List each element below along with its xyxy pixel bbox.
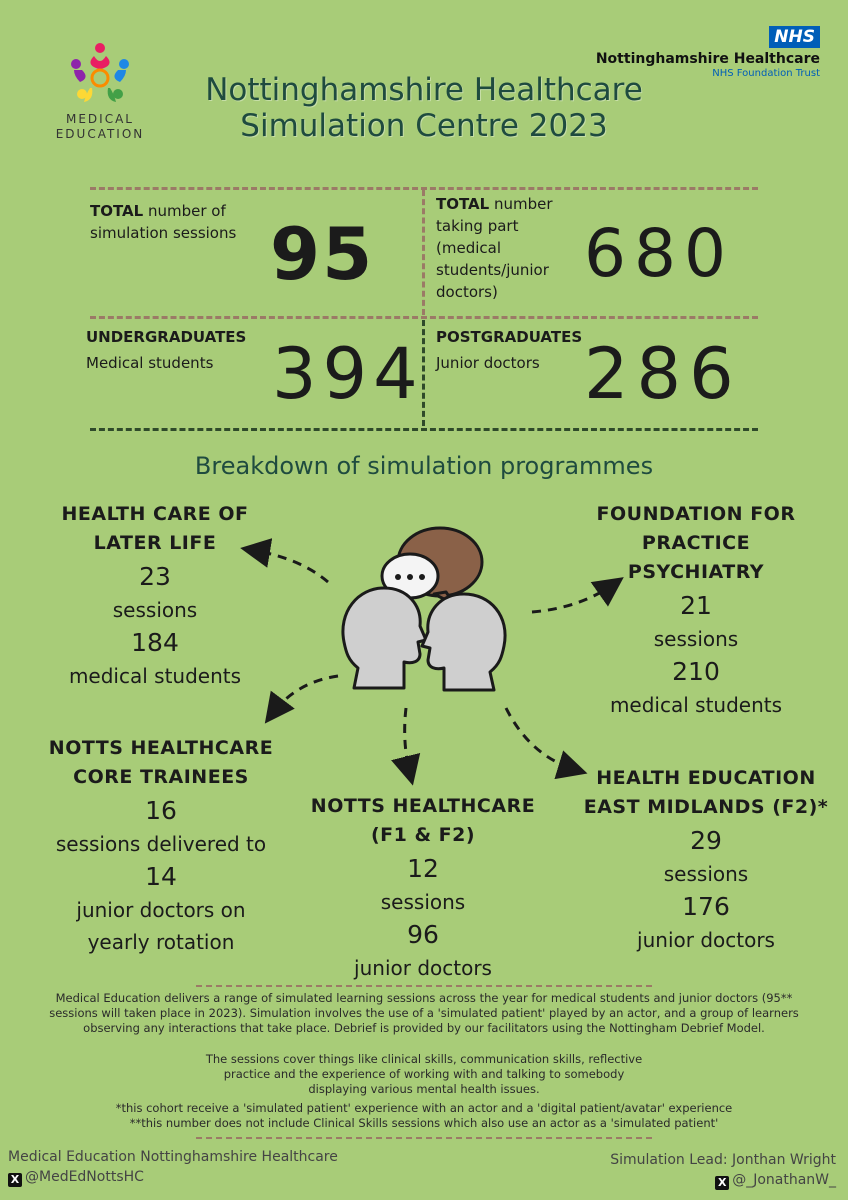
stats-middle-divider [90, 316, 758, 319]
stats-bottom-divider [90, 428, 758, 431]
footer-bottom-divider [196, 1137, 652, 1139]
psychiatry-sessions: 21 [680, 591, 712, 620]
footer-paragraph-2: The sessions cover things like clinical skills, communication skills, reflective practice and the experience of working with and talking to somebody displaying various mental health issues. [205, 1052, 643, 1096]
social-right-line: Simulation Lead: Jonthan Wright [610, 1152, 836, 1168]
footer-note-2: **this number does not include Clinical Skills sessions which also use an actor as a 'simulated patient' [129, 1116, 719, 1130]
later-life-title2: LATER LIFE [93, 532, 217, 554]
psychiatry-people-label: medical students [609, 693, 783, 717]
f1f2-sessions: 12 [407, 854, 439, 883]
footer-note-1: *this cohort receive a 'simulated patient' experience with an actor and a 'digital patient/avatar' experience [115, 1101, 733, 1115]
postgraduates-value: 286 [584, 333, 742, 415]
undergraduates-label: UNDERGRADUATES Medical students [86, 328, 247, 372]
arrow-to-core [272, 676, 338, 714]
nhs-logo: NHS [769, 26, 820, 48]
logo-line2: EDUCATION [55, 127, 145, 141]
nhs-org-name: Nottinghamshire Healthcare [595, 51, 820, 67]
f1f2-people-label: junior doctors [354, 956, 492, 980]
postgraduates-label: POSTGRADUATES Junior doctors [436, 328, 583, 372]
later-life-sessions: 23 [139, 562, 171, 591]
page-title-line1: Nottinghamshire Healthcare [205, 72, 643, 108]
programme-core-trainees [36, 734, 286, 958]
nhs-trust-name: NHS Foundation Trust [712, 68, 820, 79]
total-participants-value: 680 [584, 215, 734, 292]
f1f2-title1: NOTTS HEALTHCARE [310, 795, 536, 817]
social-right-handle[interactable]: @_JonathanW_ [732, 1172, 836, 1188]
later-life-people: 184 [131, 628, 179, 657]
social-left-handle-row[interactable] [8, 1167, 338, 1187]
hee-people-label: junior doctors [637, 928, 775, 952]
psychiatry-title3: PSYCHIATRY [627, 561, 765, 583]
social-right [610, 1150, 836, 1190]
psychiatry-title2: PRACTICE [641, 532, 751, 554]
medical-education-logo [50, 38, 150, 141]
total-sessions-value: 95 [270, 212, 375, 296]
core-people: 14 [145, 862, 177, 891]
core-title1: NOTTS HEALTHCARE [48, 737, 274, 759]
total-participants-label: TOTAL number taking part (medical students/junior doctors) [436, 195, 553, 301]
undergraduates-value: 394 [272, 333, 424, 415]
total-sessions-label: TOTAL number of simulation sessions [90, 202, 237, 242]
f1f2-people: 96 [407, 920, 439, 949]
psychiatry-sessions-label: sessions [653, 627, 739, 651]
core-sessions-label: sessions delivered to [55, 832, 267, 856]
later-life-people-label: medical students [68, 664, 242, 688]
stats-vertical-divider-top [422, 190, 425, 315]
arrow-to-f1f2 [405, 708, 410, 774]
hee-sessions: 29 [690, 826, 722, 855]
core-people-label2: yearly rotation [87, 930, 235, 954]
core-title2: CORE TRAINEES [73, 766, 249, 788]
programme-psychiatry [580, 500, 812, 721]
x-social-icon: X [715, 1176, 729, 1190]
hee-sessions-label: sessions [663, 862, 749, 886]
core-people-label1: junior doctors on [76, 898, 246, 922]
breakdown-title: Breakdown of simulation programmes [194, 452, 654, 480]
logo-line1: MEDICAL [66, 112, 134, 126]
programme-later-life [40, 500, 270, 692]
hee-title2: EAST MIDLANDS (F2)* [583, 796, 829, 818]
programme-hee-east-midlands [580, 764, 832, 956]
core-sessions: 16 [145, 796, 177, 825]
f1f2-sessions-label: sessions [380, 890, 466, 914]
hee-title1: HEALTH EDUCATION [596, 767, 816, 789]
page-title-line2: Simulation Centre 2023 [240, 108, 608, 144]
later-life-title1: HEALTH CARE OF [61, 503, 249, 525]
psychiatry-title1: FOUNDATION FOR [596, 503, 796, 525]
social-right-handle-row[interactable] [610, 1170, 836, 1190]
social-left [8, 1147, 338, 1187]
footer-paragraph-1: Medical Education delivers a range of simulated learning sessions across the year for medical students and junior doctors (95** sessions will taken place in 2023). Simulation involves the use of a 'simulated patient' played by an actor, and a group of learners observing any interactions that take place. Debrief is provided by our facilitators using the Nottingham Debrief Model. [49, 991, 799, 1035]
programme-f1-f2 [298, 792, 548, 984]
footer-top-divider [196, 985, 652, 987]
logo-figures-icon [50, 38, 150, 108]
hee-people: 176 [682, 892, 730, 921]
psychiatry-people: 210 [672, 657, 720, 686]
arrow-to-hee [506, 708, 576, 770]
later-life-sessions-label: sessions [112, 598, 198, 622]
x-social-icon: X [8, 1173, 22, 1187]
f1f2-title2: (F1 & F2) [370, 824, 476, 846]
social-left-handle[interactable]: @MedEdNottsHC [25, 1169, 144, 1185]
social-left-line: Medical Education Nottinghamshire Healthcare [8, 1149, 338, 1165]
